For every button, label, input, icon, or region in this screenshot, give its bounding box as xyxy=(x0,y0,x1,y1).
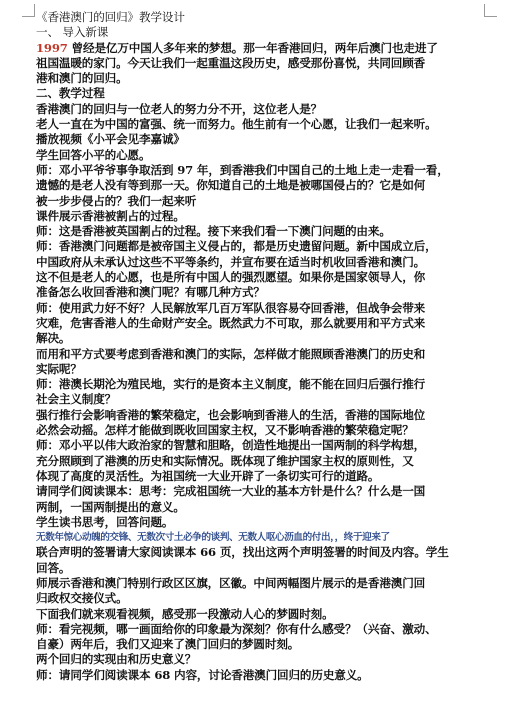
text-line: 课件展示香港被割占的过程。 xyxy=(36,208,185,223)
text-line: 充分照顾到了港澳的历史和实际情况。既体现了维护国家主权的原则性，又 xyxy=(36,453,414,468)
text-line: 下面我们就来观看视频，感受那一段激动人心的梦圆时刻。 xyxy=(36,606,334,621)
text-line: 师：香港澳门问题都是被帝国主义侵占的，都是历史遗留问题。新中国成立后， xyxy=(36,239,437,254)
text-line: 师：请同学们阅读课本 68 内容，讨论香港澳门回归的历史意义。 xyxy=(36,667,369,682)
text-line: 实际呢？ xyxy=(36,361,82,376)
text-line: 师：港澳长期沦为殖民地，实行的是资本主义制度，能不能在回归后强行推行 xyxy=(36,377,426,392)
text-line: 无数年惊心动魄的交锋、无数次寸土必争的谈判、无数人呕心沥血的付出，，终于迎来了 xyxy=(36,532,390,544)
text-line: 两制，一国两制提出的意义。 xyxy=(36,499,185,514)
text-line: 祖国温暖的家门。今天让我们一起重温这段历史，感受那份喜悦，共同回顾香 xyxy=(36,55,426,70)
text-line: 学生读书思考，回答问题。 xyxy=(36,514,174,529)
text-line: 体现了高度的灵活性。为祖国统一大业开辟了一条切实可行的道路。 xyxy=(36,468,380,483)
text-line: 港和澳门的回归。 xyxy=(36,71,128,86)
crop-mark-top-left xyxy=(22,4,35,17)
text-line: 回答。 xyxy=(36,560,71,575)
text-line: 二、教学过程 xyxy=(36,86,105,101)
text-line: 准备怎么收回香港和澳门呢？有哪几种方式？ xyxy=(36,285,265,300)
text-line: 师：邓小平爷爷事争取活到 97 年，到香港我们中国自己的土地上走一走看一看， xyxy=(36,162,449,177)
text-line: 师：使用武力好不好？人民解放军几百万军队很容易夺回香港，但战争会带来 xyxy=(36,300,426,315)
text-line: 一、 导入新课 xyxy=(36,25,109,40)
text-line: 灾难，危害香港人的生命财产安全。既然武力不可取，那么就要用和平方式来 xyxy=(36,315,426,330)
text-line: 这不但是老人的心愿，也是所有中国人的强烈愿望。如果你是国家领导人，你 xyxy=(36,270,426,285)
text-line: 师：这是香港被英国割占的过程。接下来我们看一下澳门问题的由来。 xyxy=(36,224,391,239)
text-line: 联合声明的签署请大家阅读课本 66 页，找出这两个声明签署的时间及内容。学生 xyxy=(36,545,449,560)
text-line: 师：看完视频，哪一画面给你的印象最为深刻？你有什么感受？（兴奋、激动、 xyxy=(36,621,437,636)
text-line: 归政权交接仪式。 xyxy=(36,591,128,606)
text-line: 师展示香港和澳门特别行政区区旗，区徽。中间两幅图片展示的是香港澳门回 xyxy=(36,575,426,590)
text-line: 遗憾的是老人没有等到那一天。你知道自己的土地是被哪国侵占的？它是如何 xyxy=(36,178,426,193)
text-line: 中国政府从未承认过这些不平等条约，并宣布要在适当时机收回香港和澳门。 xyxy=(36,254,426,269)
text-line: 1997 曾经是亿万中国人多年来的梦想。那一年香港回归，两年后澳门也走进了 xyxy=(36,40,438,55)
text-line: 师：邓小平以伟大政治家的智慧和胆略，创造性地提出一国两制的科学构想， xyxy=(36,438,426,453)
text-line: 播放视频《小平会见李嘉诚》 xyxy=(36,132,185,147)
text-line: 香港澳门的回归与一位老人的努力分不开，这位老人是？ xyxy=(36,101,323,116)
text-line: 两个回归的实现由和历史意义？ xyxy=(36,652,197,667)
text-line: 而用和平方式要考虑到香港和澳门的实际，怎样做才能照顾香港澳门的历史和 xyxy=(36,346,426,361)
text-line: 解决。 xyxy=(36,331,71,346)
document-body xyxy=(36,10,506,683)
text-line: 自豪）两年后，我们又迎来了澳门回归的梦圆时刻。 xyxy=(36,637,300,652)
text-line: 请同学们阅读课本：思考：完成祖国统一大业的基本方针是什么？什么是一国 xyxy=(36,484,426,499)
text-line: 强行推行会影响香港的繁荣稳定，也会影响到香港人的生活，香港的国际地位 xyxy=(36,407,426,422)
text-line: 《香港澳门的回归》教学设计 xyxy=(36,10,185,24)
text-line: 学生回答小平的心愿。 xyxy=(36,147,151,162)
text-line: 社会主义制度？ xyxy=(36,392,117,407)
text-line: 老人一直在为中国的富强、统一而努力。他生前有一个心愿，让我们一起来听。 xyxy=(36,117,437,132)
text-line: 必然会动摇。怎样才能做到既收回国家主权，又不影响香港的繁荣稳定呢？ xyxy=(36,423,414,438)
text-line: 被一步步侵占的？我们一起来听 xyxy=(36,193,197,208)
